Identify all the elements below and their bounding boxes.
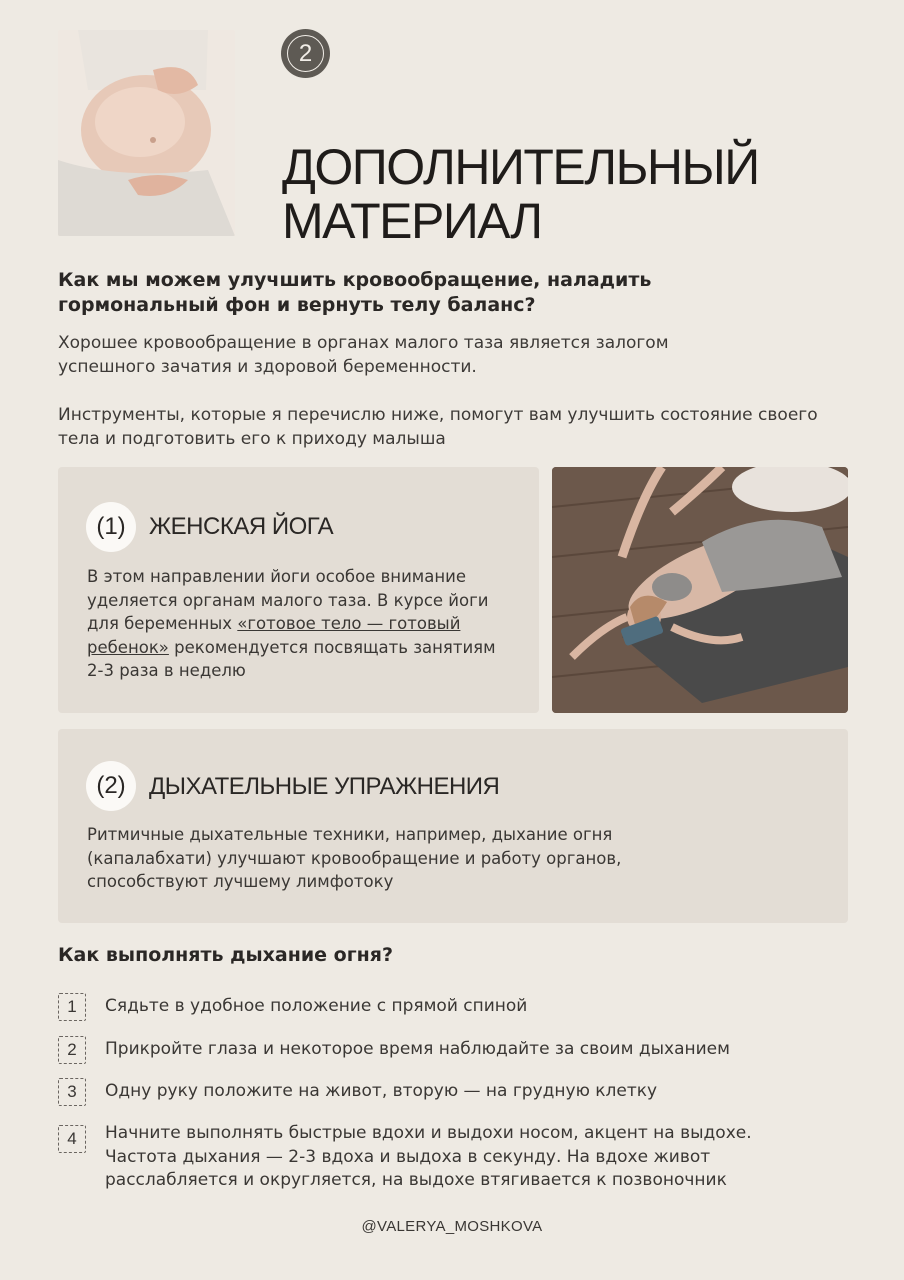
page-number-badge: 2 (281, 29, 330, 78)
breathing-card-title: ДЫХАТЕЛЬНЫЕ УПРАЖНЕНИЯ (149, 773, 500, 800)
page-title (282, 140, 842, 248)
step-text-2: Прикройте глаза и некоторое время наблюдайте за своим дыханием (105, 1039, 730, 1059)
step-number-1: 1 (58, 993, 86, 1021)
yoga-number-badge: (1) (86, 502, 136, 552)
yoga-text-after: рекомендуется посвящать занятиям 2-3 раза в неделю (87, 637, 496, 680)
yoga-class-photo (552, 467, 848, 713)
breathing-number-badge: (2) (86, 761, 136, 811)
step-text-3: Одну руку положите на живот, вторую — на грудную клетку (105, 1081, 658, 1101)
intro-paragraph-1: Хорошее кровообращение в органах малого таза является залогом успешного зачатия и здоровой беременности. (58, 333, 669, 377)
page-number-ring (287, 35, 324, 72)
intro-text (58, 331, 848, 475)
author-handle: @VALERYA_MOSHKOVA (361, 1218, 543, 1235)
subtitle-line-1: Как мы можем улучшить кровообращение, наладить (58, 269, 652, 291)
yoga-course-link[interactable]: «готовое тело — готовый ребенок» (87, 614, 461, 657)
yoga-card-text (87, 565, 507, 683)
subtitle (58, 268, 678, 318)
yoga-card-title: ЖЕНСКАЯ ЙОГА (149, 513, 334, 540)
step-text-4: Начните выполнять быстрые вдохи и выдохи носом, акцент на выдохе. Частота дыхания — 2-3 вдоха и выдоха в секунду. На вдохе живот расслабляется и округляется, на выдохе втягивается к позвоночник (105, 1123, 752, 1190)
step-3 (58, 1078, 848, 1108)
subtitle-line-2: гормональный фон и вернуть телу баланс? (58, 294, 536, 316)
step-number-3: 3 (58, 1078, 86, 1106)
title-line-2: МАТЕРИАЛ (282, 193, 542, 249)
step-1 (58, 993, 848, 1023)
step-text-1: Сядьте в удобное положение с прямой спиной (105, 996, 528, 1016)
pregnant-belly-photo (58, 30, 235, 236)
howto-title: Как выполнять дыхание огня? (58, 944, 394, 966)
breathing-card-text: Ритмичные дыхательные техники, например, дыхание огня (капалабхати) улучшают кровообращение и работу органов, способствуют лучшему лимфотоку (87, 825, 622, 891)
step-2 (58, 1036, 848, 1066)
step-4 (58, 1120, 848, 1195)
yoga-text-before: В этом направлении йоги особое внимание уделяется органам малого таза. В курсе йоги для беременных (87, 567, 489, 633)
step-number-2: 2 (58, 1036, 86, 1064)
yoga-card (58, 467, 539, 713)
breathing-card (58, 729, 848, 923)
intro-paragraph-2: Инструменты, которые я перечислю ниже, помогут вам улучшить состояние своего тела и подготовить его к приходу малыша (58, 405, 818, 449)
step-number-4: 4 (58, 1125, 86, 1153)
title-line-1: ДОПОЛНИТЕЛЬНЫЙ (282, 139, 759, 195)
